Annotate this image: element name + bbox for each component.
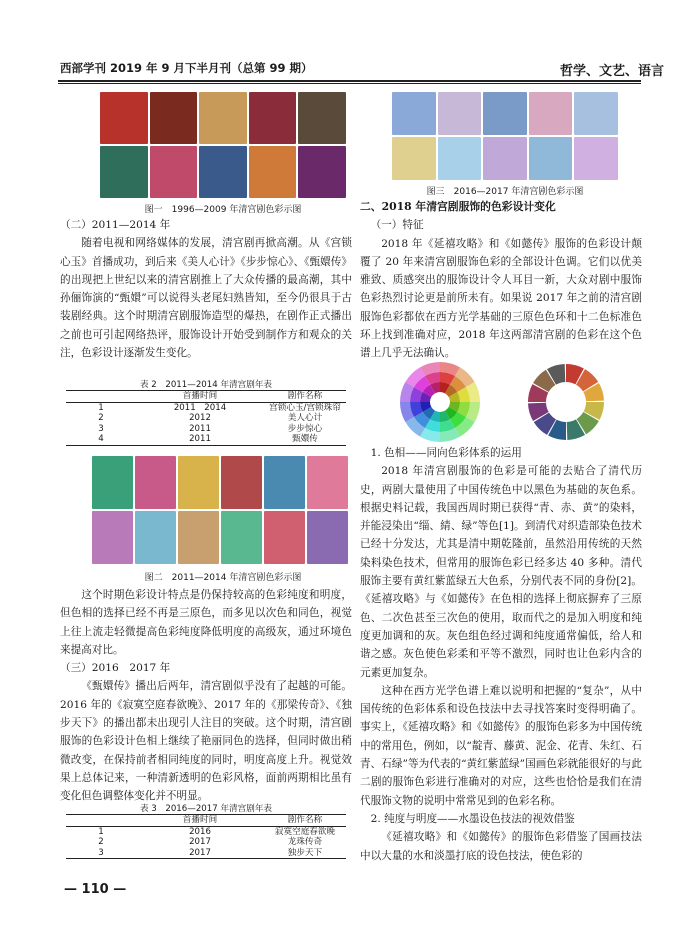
figure-1-image [100,92,346,198]
table-row [66,424,346,435]
table-cell: 步步惊心 [287,423,323,434]
twelve-color-wheel [400,362,480,442]
journal-header: 西部学刊 2019 年 9 月下半月刊（总第 99 期） [60,61,313,75]
table-cell: 2011 [189,423,211,434]
paragraph-2011: 随着电视和网络媒体的发展，清宫剧再掀高潮。从《宫锁心玉》首播成功，到后来《美人心计》《步步惊心》、《甄嬛传》的出现把上世纪以来的清宫剧推上了大众传播的最高潮，其中孙俪饰演的“甄嬛”可以说得头老尾妇熟皆知，至今仍很具于古装剧经典。这个时期清宫剧服饰造型的爆热，在剧作正式播出之前也可引起网络热评，服饰设计开始受到制作方和观众的关注，色彩设计逐渐发生变化。 [60,237,352,360]
table-header-row [66,391,346,403]
table-header-cell [66,815,136,827]
table-3 [66,814,346,859]
right-column [360,198,642,363]
left-column [60,216,352,362]
table-cell: 2011 [189,434,211,444]
chinese-color-wheel [528,364,604,440]
right-column-lower [360,444,642,865]
table-header-cell: 剧作名称 [287,815,323,825]
table-cell: 甄嬛传 [292,434,318,444]
table-cell: 2 [98,413,104,423]
heading-hue: 1. 色相——同向色彩体系的运用 [370,447,522,459]
table-header-cell: 剧作名称 [287,391,323,401]
heading-2011: （二）2011—2014 年 [60,219,171,231]
page-number: — 110 — [64,882,127,897]
table-cell: 4 [98,434,104,444]
table-cell: 2016 [189,826,211,837]
figure-1-caption: 图一 1996—2009 年清宫剧色彩示图 [144,205,302,215]
table-2-caption: 表 2 2011—2014 年清宫剧年表 [139,380,273,390]
table-cell: 寂寞空庭春欲晚 [274,826,336,837]
table-row [66,413,346,424]
table-cell: 2 [98,837,104,847]
table-cell: 3 [98,423,104,434]
table-header-cell: 首播时间 [182,391,218,401]
figure-2-image [92,456,348,564]
section-header: 哲学、文艺、语言 [560,64,665,79]
table-cell: 独步天下 [287,847,323,858]
table-header-cell [66,391,136,403]
table-row [66,848,346,859]
table-cell: 2017 [189,847,211,858]
paragraph-hue: 2018 年清宫剧服饰的色彩是可能的去贴合了清代历史，两剧大量使用了中国传统色中以黑色为基础的灰色系。根据史料记载，我国西周时期已获得“青、赤、黄”的染料，并能浸染出“缁、綪、绿”等色[1]。到清代对织造部染色技术已经十分发达，尤其是清中期乾隆前，虽然沿用传统的天然染料染色技术，但常用的服饰色彩已经多达 40 多种。清代服饰主要有黄红紫蓝绿五大色系，分别代表不同的身份[2]。《延禧攻略》与《如懿传》在色相的选择上彻底摒弃了三原色、二次色甚至三次色的使用，取而代之的是加入明度和纯度更加调和的灰。灰色组色经过调和纯度通常偏低，给人和谐之感。灰色使色彩柔和平等不激烈，同时也让色彩内含的元素更加复杂。 [360,465,642,679]
table-row [66,434,346,445]
table-row [66,837,346,848]
table-cell: 3 [98,847,104,858]
heading-features: （一）特征 [370,219,424,232]
table-cell: 2017 [189,837,211,847]
header-rule [58,80,641,82]
table-cell: 1 [98,402,104,413]
table-header-row [66,815,346,827]
heading-saturation: 2. 纯度与明度——水墨设色技法的视效借鉴 [370,812,575,825]
table-cell: 1 [98,826,104,837]
paragraph-complexity: 这种在西方光学色谱上难以说明和把握的“复杂”，从中国传统的色彩体系和设色技法中去寻找答案时变得明确了。事实上，《延禧攻略》和《如懿传》的服饰色彩多为中国传统中的常用色，例如，以“靛青、藤黄、泥金、花青、朱红、石青、石绿”等为代表的“黄红紫蓝绿”国画色彩就能很好的与此二剧的服饰色彩进行准确对的对应，这些也恰恰是我们在清代服饰文物的说明中常常见到的色彩名称。 [360,684,642,807]
table-cell: 2012 [189,413,211,423]
table-3-caption: 表 3 2016—2017 年清宫剧年表 [139,804,273,814]
header-rule-thin [58,83,641,84]
table-2 [66,390,346,446]
left-column-lower [60,586,352,806]
paragraph-2018: 2018 年《延禧攻略》和《如懿传》服饰的色彩设计颠覆了 20 年来清宫剧服饰色彩的全部设计色调。它们以优美雅致、质感突出的服饰设计令人耳目一新，大众对剧中服饰色彩热烈讨论更是前所未有。如果说 2017 年之前的清宫剧服饰色彩都依在西方光学基础的三原色色环和十二色标准色环上找到准确对应，2018 年这两部清宫剧的色彩在这个色谱上几乎无法确认。 [360,237,642,360]
table-cell: 龙珠传奇 [287,837,323,847]
table-cell: 美人心计 [287,413,323,423]
heading-2016: （三）2016 2017 年 [60,662,171,675]
figure-3-caption: 图三 2016—2017 年清宫剧色彩示图 [426,187,584,197]
color-wheel-figure [400,362,606,442]
table-header-cell: 首播时间 [182,815,218,825]
paragraph-2011-features: 这个时期色彩设计特点是仍保持较高的色彩纯度和明度，但色相的选择已经不再是三原色，而多见以次色和同色，视觉上往上流走轻微提高色彩纯度降低明度的高级灰，通过环境色来提高对比。 [60,589,352,656]
paragraph-2016: 《甄嬛传》播出后两年，清宫剧似乎没有了起越的可能。2016 年的《寂寞空庭春欲晚》、2017 年的《那梁传奇》、《独步天下》的播出都未出现引人注目的突破。这个时期，清宫剧服饰的色彩设计色相上继续了艳丽同色的选择，但同时做出稍微改变，在保持前者相同纯度的同时，明度高度上升。视觉效果上总体记来，一种清新透明的色彩风格，面前两期相比虽有变化但色调整体变化并不明显。 [60,680,352,803]
paragraph-saturation: 《延禧攻略》和《如懿传》的服饰色彩借鉴了国画技法中以大量的水和淡墨打底的设色技法，使色彩的 [360,831,642,862]
figure-3-image [392,92,618,180]
table-row [66,402,346,413]
heading-2018: 二、2018 年清宫剧服饰的色彩设计变化 [360,200,556,213]
table-cell: 宫锁心玉/宫锁珠帘 [269,402,341,413]
table-cell: 2011 2014 [173,402,227,413]
figure-2-caption: 图二 2011—2014 年清宫剧色彩示图 [144,573,302,583]
table-row [66,826,346,837]
